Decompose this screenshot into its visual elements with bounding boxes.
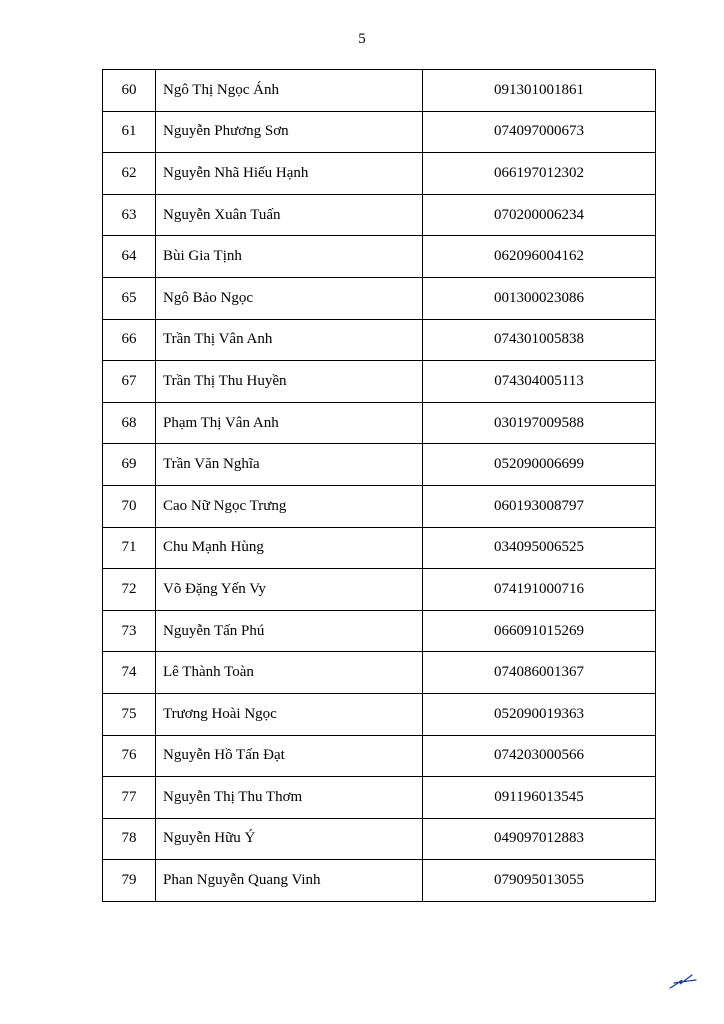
- full-name-cell: Nguyễn Xuân Tuấn: [156, 194, 423, 236]
- full-name-cell: Trương Hoài Ngọc: [156, 693, 423, 735]
- table-row: [103, 777, 656, 819]
- table-row: [103, 818, 656, 860]
- row-number-cell: 69: [103, 444, 156, 486]
- full-name-cell: Nguyễn Tấn Phú: [156, 610, 423, 652]
- table-row: [103, 693, 656, 735]
- row-number-cell: 77: [103, 777, 156, 819]
- id-number-cell: 001300023086: [423, 277, 656, 319]
- id-number-cell: 074301005838: [423, 319, 656, 361]
- page-number: 5: [358, 31, 366, 47]
- table-row: [103, 860, 656, 902]
- full-name-cell: Phạm Thị Vân Anh: [156, 402, 423, 444]
- row-number-cell: 65: [103, 277, 156, 319]
- id-number-cell: 062096004162: [423, 236, 656, 278]
- table-row: [103, 319, 656, 361]
- handwritten-initial-icon: [668, 972, 698, 990]
- id-number-cell: 070200006234: [423, 194, 656, 236]
- id-number-cell: 066197012302: [423, 153, 656, 195]
- id-number-cell: 074203000566: [423, 735, 656, 777]
- id-number-cell: 060193008797: [423, 485, 656, 527]
- row-number-cell: 63: [103, 194, 156, 236]
- id-number-cell: 052090019363: [423, 693, 656, 735]
- id-number-cell: 091301001861: [423, 70, 656, 112]
- id-number-cell: 079095013055: [423, 860, 656, 902]
- id-number-cell: 066091015269: [423, 610, 656, 652]
- table-row: [103, 402, 656, 444]
- table-row: [103, 652, 656, 694]
- full-name-cell: Ngô Bảo Ngọc: [156, 277, 423, 319]
- full-name-cell: Nguyễn Nhã Hiếu Hạnh: [156, 153, 423, 195]
- full-name-cell: Nguyễn Hồ Tấn Đạt: [156, 735, 423, 777]
- row-number-cell: 62: [103, 153, 156, 195]
- table-row: [103, 277, 656, 319]
- table-row: [103, 610, 656, 652]
- id-number-cell: 074191000716: [423, 569, 656, 611]
- id-number-cell: 052090006699: [423, 444, 656, 486]
- row-number-cell: 74: [103, 652, 156, 694]
- id-number-cell: 074304005113: [423, 361, 656, 403]
- full-name-cell: Trần Thị Vân Anh: [156, 319, 423, 361]
- full-name-cell: Lê Thành Toàn: [156, 652, 423, 694]
- roster-table: [102, 69, 656, 902]
- table-row: [103, 111, 656, 153]
- row-number-cell: 79: [103, 860, 156, 902]
- full-name-cell: Trần Thị Thu Huyền: [156, 361, 423, 403]
- table-row: [103, 236, 656, 278]
- table-row: [103, 444, 656, 486]
- row-number-cell: 67: [103, 361, 156, 403]
- table-row: [103, 194, 656, 236]
- row-number-cell: 60: [103, 70, 156, 112]
- full-name-cell: Phan Nguyễn Quang Vinh: [156, 860, 423, 902]
- row-number-cell: 64: [103, 236, 156, 278]
- table-row: [103, 70, 656, 112]
- full-name-cell: Bùi Gia Tịnh: [156, 236, 423, 278]
- row-number-cell: 75: [103, 693, 156, 735]
- full-name-cell: Cao Nữ Ngọc Trưng: [156, 485, 423, 527]
- table-row: [103, 735, 656, 777]
- full-name-cell: Nguyễn Hữu Ý: [156, 818, 423, 860]
- table-row: [103, 485, 656, 527]
- full-name-cell: Võ Đặng Yến Vy: [156, 569, 423, 611]
- id-number-cell: 034095006525: [423, 527, 656, 569]
- row-number-cell: 78: [103, 818, 156, 860]
- id-number-cell: 030197009588: [423, 402, 656, 444]
- roster-table-body: [103, 70, 656, 902]
- id-number-cell: 074097000673: [423, 111, 656, 153]
- id-number-cell: 049097012883: [423, 818, 656, 860]
- table-row: [103, 569, 656, 611]
- table-row: [103, 527, 656, 569]
- full-name-cell: Trần Văn Nghĩa: [156, 444, 423, 486]
- row-number-cell: 76: [103, 735, 156, 777]
- full-name-cell: Ngô Thị Ngọc Ánh: [156, 70, 423, 112]
- table-row: [103, 153, 656, 195]
- full-name-cell: Chu Mạnh Hùng: [156, 527, 423, 569]
- row-number-cell: 72: [103, 569, 156, 611]
- full-name-cell: Nguyễn Thị Thu Thơm: [156, 777, 423, 819]
- row-number-cell: 61: [103, 111, 156, 153]
- id-number-cell: 074086001367: [423, 652, 656, 694]
- table-row: [103, 361, 656, 403]
- row-number-cell: 66: [103, 319, 156, 361]
- row-number-cell: 68: [103, 402, 156, 444]
- row-number-cell: 73: [103, 610, 156, 652]
- row-number-cell: 71: [103, 527, 156, 569]
- full-name-cell: Nguyễn Phương Sơn: [156, 111, 423, 153]
- id-number-cell: 091196013545: [423, 777, 656, 819]
- row-number-cell: 70: [103, 485, 156, 527]
